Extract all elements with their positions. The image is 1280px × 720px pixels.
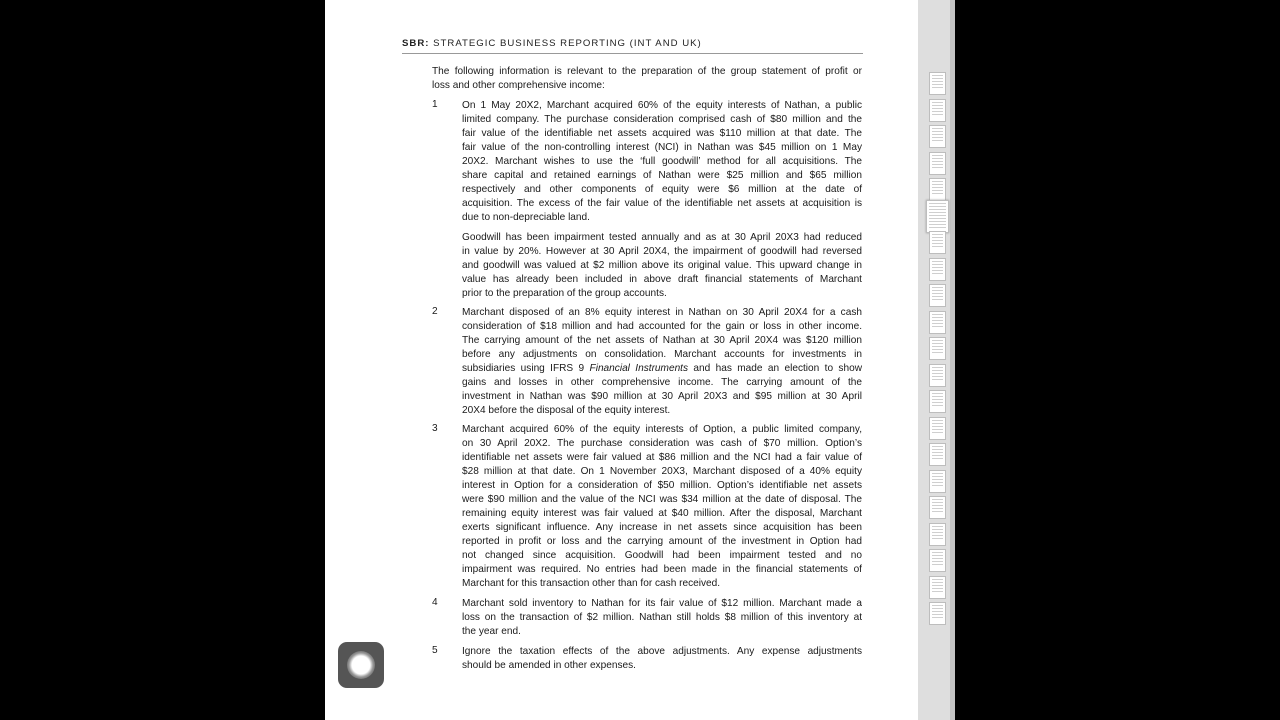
paragraph — [462, 99, 862, 225]
item-number: 2 — [432, 306, 438, 317]
header-prefix: SBR: — [402, 38, 430, 49]
text-line: identifiable net assets were fair valued at $86 million and the NCI had a fair value of — [462, 452, 862, 463]
item-number: 3 — [432, 423, 438, 434]
page-thumbnail[interactable] — [929, 496, 946, 519]
paragraph — [462, 423, 862, 591]
text-line: interest in Option for a consideration of $50 million. Option’s identifiable net assets — [462, 480, 862, 491]
text-line: not changed since acquisition. Goodwill had been impairment tested and no — [462, 550, 862, 561]
item-number: 5 — [432, 645, 438, 656]
standard-title: Financial Instruments — [589, 363, 689, 374]
page-thumbnail[interactable] — [929, 523, 946, 546]
text-line: loss and other comprehensive income: — [432, 80, 605, 91]
text-line: consideration of $18 million and had accounted for the gain or loss in other income. — [462, 321, 862, 332]
text-line: in value by 20%. However at 30 April 20X4, the impairment of goodwill had reversed — [462, 246, 862, 257]
text-line: Marchant sold inventory to Nathan for its fair value of $12 million. Marchant made a — [462, 598, 862, 609]
paragraph — [432, 65, 862, 93]
text-line: were $90 million and the value of the NCI was $34 million at the date of disposal. The — [462, 494, 862, 505]
page-thumbnail[interactable] — [929, 549, 946, 572]
text-line: reported in profit or loss and the carrying amount of the investment in Option had — [462, 536, 862, 547]
paragraph — [462, 597, 862, 639]
page-thumbnail[interactable] — [929, 125, 946, 148]
text-line: 20X2. Marchant wishes to use the ‘full goodwill’ method for all acquisitions. The — [462, 156, 862, 167]
text-line: remaining equity interest was fair valued at $40 million. After the disposal, Marchant — [462, 508, 862, 519]
page-thumbnail[interactable] — [929, 284, 946, 307]
text-line: and goodwill was valued at $2 million above its original value. This upward change in — [462, 260, 862, 271]
text-line: respectively and other components of equity were $6 million at the date of — [462, 184, 862, 195]
page-thumbnail[interactable] — [929, 602, 946, 625]
text-line: $28 million at that date. On 1 November 20X3, Marchant disposed of a 40% equity — [462, 466, 862, 477]
text-line: On 1 May 20X2, Marchant acquired 60% of the equity interests of Nathan, a public — [462, 100, 862, 111]
page-thumbnail[interactable] — [929, 311, 946, 334]
paragraph — [462, 645, 862, 673]
text-line: Marchant disposed of an 8% equity interest in Nathan on 30 April 20X4 for a cash — [462, 307, 862, 318]
page-thumbnail[interactable] — [929, 364, 946, 387]
page-header — [402, 38, 863, 54]
text-line: prior to the preparation of the group accounts. — [462, 288, 667, 299]
home-circle-icon — [347, 651, 375, 679]
text-line: Marchant for this transaction other than for cash received. — [462, 578, 721, 589]
text-line: Ignore the taxation effects of the above adjustments. Any expense adjustments — [462, 646, 862, 657]
page-thumbnail[interactable] — [929, 152, 946, 175]
text-line: loss on the transaction of $2 million. Nathan still holds $8 million of this inventory at — [462, 612, 862, 623]
text-line: on 30 April 20X2. The purchase consideration was cash of $70 million. Option’s — [462, 438, 862, 449]
text-line: value has already been included in above draft financial statements of Marchant — [462, 274, 862, 285]
text-line: The carrying amount of the net assets of Nathan at 30 April 20X4 was $120 million — [462, 335, 862, 346]
paragraph — [462, 306, 862, 418]
assistive-touch-button[interactable] — [338, 642, 384, 688]
text-line: 20X4 before the disposal of the equity interest. — [462, 405, 671, 416]
item-number: 4 — [432, 597, 438, 608]
text-line: exerts significant influence. Any increase in net assets since acquisition has been — [462, 522, 862, 533]
text-line: the year end. — [462, 626, 521, 637]
text-line: limited company. The purchase consideration comprised cash of $80 million and the — [462, 114, 862, 125]
text-line: impairment was required. No entries had been made in the financial statements of — [462, 564, 862, 575]
page-thumbnail[interactable] — [929, 231, 946, 254]
item-number: 1 — [432, 99, 438, 110]
text-line: Marchant acquired 60% of the equity interests of Option, a public limited company, — [462, 424, 862, 435]
text-line: investment in Nathan was $90 million at 30 April 20X3 and $95 million at 30 April — [462, 391, 862, 402]
text-line: acquisition. The excess of the fair value of the identifiable net assets at acquisition is — [462, 198, 862, 209]
page-thumbnail[interactable] — [926, 200, 949, 233]
page-thumbnail[interactable] — [929, 390, 946, 413]
text-line: gains and losses in other comprehensive income. The carrying amount of the — [462, 377, 862, 388]
text-line: fair value of the non-controlling interest (NCI) in Nathan was $45 million on 1 May — [462, 142, 862, 153]
page-thumbnail[interactable] — [929, 576, 946, 599]
page-thumbnail[interactable] — [929, 470, 946, 493]
text-line: due to non-depreciable land. — [462, 212, 590, 223]
text-line: Goodwill has been impairment tested annually and as at 30 April 20X3 had reduced — [462, 232, 862, 243]
page-thumbnail[interactable] — [929, 258, 946, 281]
page-thumbnail[interactable] — [929, 178, 946, 201]
text-line: The following information is relevant to the preparation of the group statement of profit or — [432, 66, 862, 77]
text-line: fair value of the identifiable net assets acquired was $110 million at that date. The — [462, 128, 862, 139]
header-title: STRATEGIC BUSINESS REPORTING (INT AND UK) — [433, 38, 702, 49]
paragraph — [462, 231, 862, 301]
page-thumbnail[interactable] — [929, 337, 946, 360]
thumbnail-strip-scrollbar[interactable] — [950, 0, 955, 720]
page-thumbnail[interactable] — [929, 99, 946, 122]
text-line: before any adjustments on consolidation. Marchant accounts for investments in — [462, 349, 862, 360]
page-thumbnail[interactable] — [929, 72, 946, 95]
page-thumbnail[interactable] — [929, 417, 946, 440]
text-line: share capital and retained earnings of Nathan were $25 million and $65 million — [462, 170, 862, 181]
text-line: should be amended in other expenses. — [462, 660, 636, 671]
page-thumbnail[interactable] — [929, 443, 946, 466]
text-line: subsidiaries using IFRS 9 Financial Instruments and has made an election to show — [462, 363, 862, 374]
